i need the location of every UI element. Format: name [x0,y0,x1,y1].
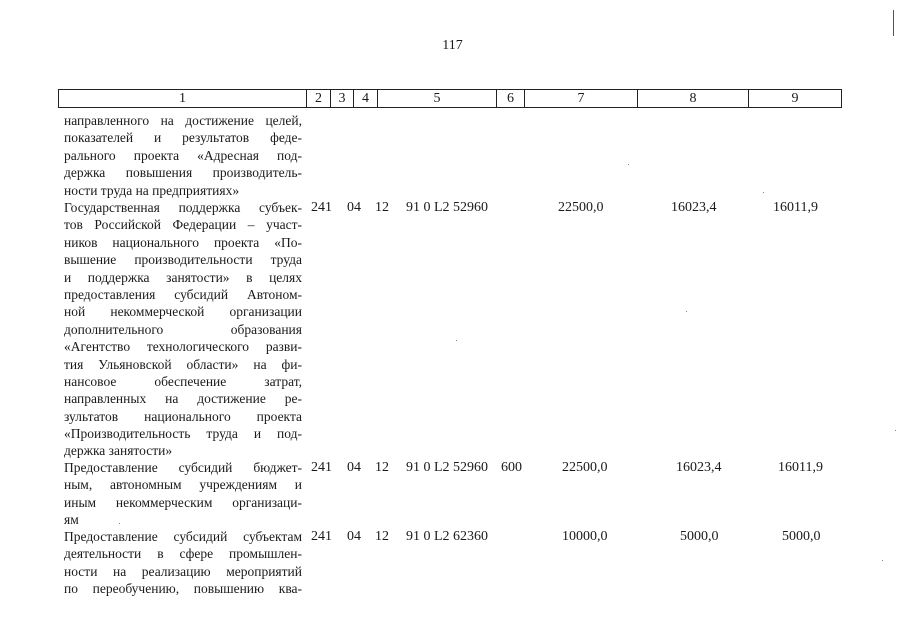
margin-mark [893,10,894,36]
desc-line: и поддержка занятости» в целях [64,269,302,285]
desc-line: зультатов национального проекта [64,408,302,424]
scan-speck [119,523,120,524]
scan-speck [895,430,896,431]
desc-line: по переобучению, повышению ква- [64,581,302,597]
cell-col-9: 16011,9 [773,200,818,215]
desc-line: ности на реализацию мероприятий [64,563,302,579]
cell-col-8: 16023,4 [676,460,722,475]
cell-col-7: 22500,0 [558,200,604,215]
desc-line: тия Ульяновской области» на фи- [64,356,302,372]
desc-line: «Производительность труда и под- [64,426,302,442]
row-description [64,112,302,199]
cell-col-3: 04 [347,460,361,475]
desc-line: держка повышения производитель- [64,165,302,181]
desc-line: деятельности в сфере промышлен- [64,546,302,562]
cell-col-4: 12 [375,200,389,215]
desc-line: предоставления субсидий Автоном- [64,286,302,302]
table-header [58,89,842,108]
cell-col-5: 91 0 L2 52960 [406,200,489,215]
desc-line: тов Российской Федерации – участ- [64,217,302,233]
header-col-1: 1 [59,90,307,107]
scan-speck [456,340,457,341]
desc-line: направленных на достижение ре- [64,391,302,407]
desc-line: показателей и результатов феде- [64,130,302,146]
scan-speck [628,164,629,165]
desc-line: Государственная поддержка субъек- [64,200,302,215]
cell-col-2: 241 [311,460,332,475]
desc-line: ной некоммерческой организации [64,304,302,320]
cell-col-7: 22500,0 [562,460,608,475]
cell-col-6: 600 [501,460,522,475]
cell-col-3: 04 [347,529,361,544]
desc-line: нансовое обеспечение затрат, [64,373,302,389]
row-description [64,199,302,460]
header-col-4: 4 [354,90,378,107]
scan-speck [763,192,764,193]
desc-line: рального проекта «Адресная под- [64,147,302,163]
desc-line: «Агентство технологического разви- [64,339,302,355]
cell-col-4: 12 [375,529,389,544]
header-col-8: 8 [638,90,749,107]
row-description [64,528,302,598]
desc-line: держка занятости» [64,443,173,459]
desc-line: иным некоммерческим организаци- [64,494,302,510]
header-col-6: 6 [497,90,525,107]
cell-col-4: 12 [375,460,389,475]
cell-col-9: 16011,9 [778,460,823,475]
scan-speck [882,560,883,561]
cell-col-9: 5000,0 [782,529,821,544]
header-col-2: 2 [307,90,331,107]
page-number: 117 [442,38,463,53]
cell-col-3: 04 [347,200,361,215]
desc-line: Предоставление субсидий субъектам [64,529,302,544]
cell-col-5: 91 0 L2 52960 [406,460,489,475]
desc-line: Предоставление субсидий бюджет- [64,460,302,475]
cell-col-7: 10000,0 [562,529,608,544]
desc-line: ников национального проекта «По- [64,234,302,250]
cell-col-2: 241 [311,529,332,544]
desc-line: ности труда на предприятиях» [64,182,240,198]
header-col-9: 9 [791,91,799,106]
desc-line: вышение производительности труда [64,252,302,268]
header-col-7: 7 [525,90,638,107]
desc-line: ям [64,512,79,528]
cell-col-5: 91 0 L2 62360 [406,529,489,544]
desc-line: дополнительного образования [64,321,302,337]
desc-line: ным, автономным учреждениям и [64,477,302,493]
cell-col-8: 5000,0 [680,529,719,544]
header-col-5: 5 [378,90,497,107]
desc-line: направленного на достижение целей, [64,113,302,128]
cell-col-8: 16023,4 [671,200,717,215]
header-col-3: 3 [331,90,354,107]
scan-speck [686,311,687,312]
row-description [64,459,302,529]
cell-col-2: 241 [311,200,332,215]
